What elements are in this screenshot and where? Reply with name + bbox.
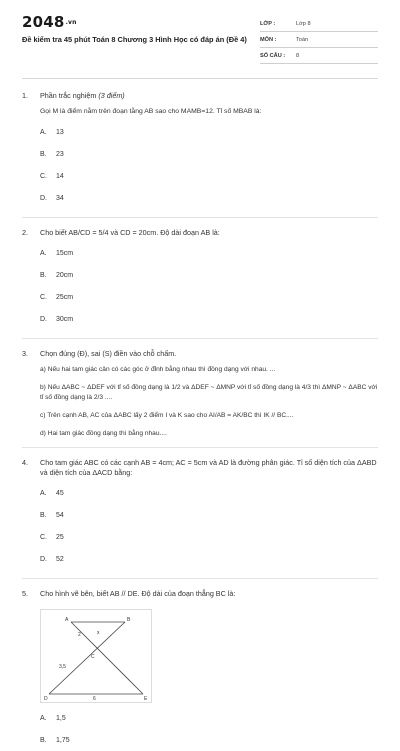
- option-d[interactable]: [40, 308, 213, 330]
- info-key: MÔN :: [260, 36, 277, 43]
- section-label: Phần trắc nghiệm: [40, 91, 97, 100]
- question-number: 1.: [22, 91, 28, 100]
- option-text: 15cm: [56, 249, 74, 257]
- document-title: Đề kiểm tra 45 phút Toán 8 Chương 3 Hình Học có đáp án (Đề 4): [22, 34, 247, 44]
- geometry-figure: [40, 609, 152, 703]
- question-divider: [22, 338, 378, 339]
- label-point-d: D: [44, 696, 48, 702]
- label-point-b: B: [127, 617, 131, 623]
- option-d[interactable]: [40, 187, 213, 209]
- question-number: 2.: [22, 228, 28, 237]
- question-2: [22, 228, 378, 330]
- option-text: 1,5: [56, 714, 66, 722]
- option-text: 14: [56, 172, 64, 180]
- question-divider: [22, 578, 378, 579]
- question-text: Cho biết AB/CD = 5/4 và CD = 20cm. Độ dài đoạn AB là:: [40, 228, 220, 237]
- info-value: 8: [296, 52, 300, 59]
- question-3: [22, 349, 378, 439]
- info-row-subject: [260, 32, 378, 48]
- option-letter: B.: [40, 511, 47, 519]
- statement-b: b) Nếu ΔABC ~ ΔDEF với tỉ số đồng dạng là 1/2 và ΔDEF ~ ΔMNP với tỉ số đồng dạng là 4/3 thì ΔMNP ~ ΔABC với tỉ số đồng dạng là 2/3 ....: [40, 384, 378, 401]
- option-letter: C.: [40, 293, 47, 301]
- option-a[interactable]: [40, 707, 213, 729]
- label-six: 6: [93, 696, 96, 702]
- option-text: 54: [56, 511, 64, 519]
- option-text: 25: [56, 533, 64, 541]
- question-heading: [22, 349, 378, 359]
- option-letter: D.: [40, 555, 47, 563]
- logo-suffix: .vn: [65, 18, 77, 26]
- question-divider: [22, 447, 378, 448]
- option-a[interactable]: [40, 121, 213, 143]
- option-c[interactable]: [40, 165, 213, 187]
- option-letter: C.: [40, 172, 47, 180]
- question-text: [40, 91, 378, 101]
- statement-d: d) Hai tam giác đồng dạng thì bằng nhau....: [40, 430, 167, 437]
- question-heading: [22, 228, 378, 238]
- option-letter: D.: [40, 194, 47, 202]
- option-b[interactable]: [40, 264, 213, 286]
- question-text: Chọn đúng (Đ), sai (S) điền vào chỗ chấm.: [40, 349, 177, 358]
- question-heading: [22, 91, 378, 101]
- option-text: 45: [56, 489, 64, 497]
- option-text: 13: [56, 128, 64, 136]
- option-c[interactable]: [40, 526, 213, 548]
- info-row-class: [260, 16, 378, 32]
- info-key: SỐ CÂU :: [260, 52, 286, 59]
- label-point-e: E: [144, 696, 148, 702]
- option-text: 23: [56, 150, 64, 158]
- section-points: (3 điểm): [98, 91, 125, 100]
- question-text: Cho hình vẽ bên, biết AB // DE. Độ dài của đoạn thẳng BC là:: [40, 589, 236, 598]
- option-d[interactable]: [40, 548, 213, 570]
- question-number: 5.: [22, 589, 28, 598]
- option-text: 25cm: [56, 293, 74, 301]
- option-text: 30cm: [56, 315, 74, 323]
- header-left: [22, 14, 252, 64]
- statement-a: a) Nếu hai tam giác cân có các góc ở đỉnh bằng nhau thì đồng dạng với nhau. ...: [40, 366, 276, 373]
- label-x: x: [97, 630, 100, 636]
- option-text: 52: [56, 555, 64, 563]
- option-b[interactable]: [40, 504, 213, 526]
- label-point-a: A: [65, 617, 69, 623]
- info-table: [260, 14, 378, 64]
- page-header: [22, 14, 378, 64]
- info-value: Lớp 8: [296, 20, 311, 27]
- option-c[interactable]: [40, 286, 213, 308]
- label-two: 2: [78, 632, 81, 638]
- logo-text: 2048: [22, 13, 65, 31]
- header-divider: [22, 78, 378, 79]
- question-divider: [22, 217, 378, 218]
- info-key: LỚP :: [260, 20, 276, 27]
- option-letter: D.: [40, 315, 47, 323]
- question-1: [22, 91, 378, 209]
- answer-options: [40, 482, 378, 570]
- option-letter: B.: [40, 150, 47, 158]
- option-b[interactable]: [40, 143, 213, 165]
- option-b[interactable]: [40, 729, 213, 751]
- option-letter: C.: [40, 533, 47, 541]
- answer-options: [40, 242, 378, 330]
- option-letter: B.: [40, 736, 47, 744]
- figure-svg: [41, 610, 151, 702]
- answer-options: [40, 707, 378, 751]
- question-5: [22, 589, 378, 751]
- option-letter: A.: [40, 489, 47, 497]
- question-number: 4.: [22, 458, 28, 467]
- question-text: Cho tam giác ABC có các cạnh AB = 4cm; AC = 5cm và AD là đường phân giác. Tỉ số diện tích của ΔABD và diện tích của ΔACD bằng:: [40, 458, 377, 477]
- option-a[interactable]: [40, 242, 213, 264]
- option-letter: B.: [40, 271, 47, 279]
- info-row-count: [260, 48, 378, 64]
- question-heading: [22, 589, 378, 599]
- question-prompt: Gọi M là điểm nằm trên đoạn tằng AB sao cho MAMB=12. Tỉ số MBAB là:: [40, 108, 262, 115]
- statement-c: c) Trên cạnh AB, AC của ΔABC lấy 2 điểm I và K sao cho AI/AB = AK/BC thì IK // BC....: [40, 412, 294, 419]
- label-three-five: 3,5: [59, 664, 66, 670]
- option-text: 20cm: [56, 271, 74, 279]
- option-a[interactable]: [40, 482, 213, 504]
- question-heading: [22, 458, 378, 478]
- site-logo[interactable]: [22, 14, 252, 31]
- label-point-c: C: [91, 654, 95, 660]
- option-text: 34: [56, 194, 64, 202]
- option-letter: A.: [40, 249, 47, 257]
- option-letter: A.: [40, 714, 47, 722]
- option-letter: A.: [40, 128, 47, 136]
- option-text: 1,75: [56, 736, 70, 744]
- info-value: Toán: [296, 36, 309, 43]
- answer-options: [40, 121, 378, 209]
- question-number: 3.: [22, 349, 28, 358]
- question-4: [22, 458, 378, 570]
